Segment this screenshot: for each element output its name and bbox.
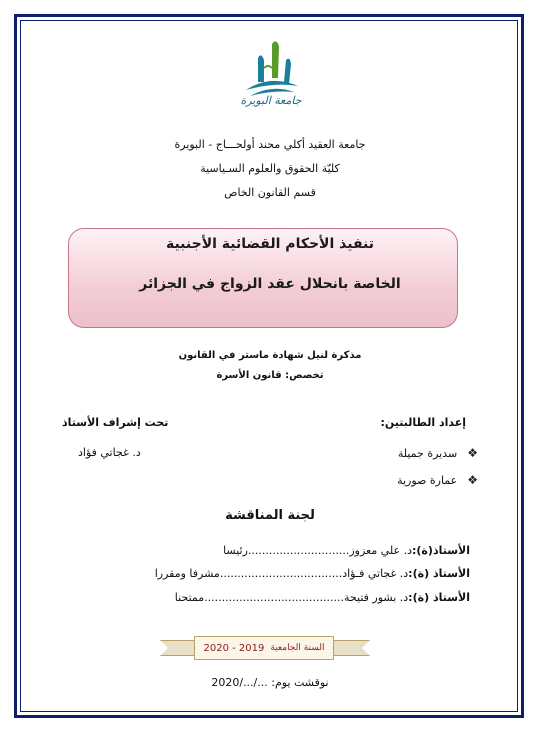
university-name: جامعة العقيد أكلي محند أولحـــاج - البويرة <box>174 138 366 151</box>
member-dots: ........................................ <box>204 591 345 604</box>
student-name: سديرة جميلة <box>397 446 458 460</box>
academic-year-value: 2020 - 2019 <box>203 642 265 654</box>
member-label: الأستاذ (ة): <box>408 591 470 604</box>
student-item <box>397 473 478 487</box>
committee-title: لجنة المناقشة <box>225 508 315 523</box>
member-name: د. غجاتي فـؤاد <box>342 567 409 580</box>
supervisor-name: د. غجاتي فؤاد <box>78 446 141 459</box>
supervisor-label: تحت إشراف الأستاذ <box>62 416 169 429</box>
member-role: رئيسا <box>223 544 248 557</box>
member-name: د. علي معزوز <box>349 544 412 557</box>
degree-line: مذكرة لنيل شهادة ماستر في القانون <box>178 350 362 361</box>
page-border-inner <box>20 20 518 712</box>
member-dots: ................................... <box>219 567 343 580</box>
bullet-icon: ❖ <box>467 446 478 460</box>
department-name: قسم القانون الخاص <box>224 186 316 199</box>
students-label: إعداد الطالبتين: <box>380 416 466 429</box>
member-dots: ............................. <box>247 544 350 557</box>
specialty-line: تخصص: قانون الأسرة <box>216 370 324 381</box>
student-name: عمارة صورية <box>397 473 458 487</box>
member-role: ممتحنا <box>174 591 205 604</box>
academic-year-banner <box>160 632 370 664</box>
member-label: الأستاذ(ة): <box>412 544 470 557</box>
member-name: د. بشور فتيحة <box>344 591 409 604</box>
committee-member <box>60 591 470 604</box>
logo-caption: جامعة البويرة <box>240 94 302 107</box>
committee-member <box>60 544 470 557</box>
committee-member <box>60 567 470 580</box>
student-item <box>398 446 478 460</box>
thesis-title-line2: الخاصة بانحلال عقد الزواج في الجزائر <box>139 276 401 292</box>
bullet-icon: ❖ <box>467 473 478 487</box>
thesis-title-line1: تنفيذ الأحكام القضائية الأجنبية <box>165 236 375 252</box>
member-label: الأستاذ (ة): <box>408 567 470 580</box>
academic-year-box <box>194 636 334 660</box>
ribbon-right <box>330 640 370 656</box>
defense-date: نوقشت يوم: .../.../2020 <box>211 676 329 689</box>
academic-year-label: السنة الجامعية <box>270 643 325 653</box>
member-role: مشرفا ومقررا <box>154 567 220 580</box>
faculty-name: كليّة الحقوق والعلوم السـياسية <box>200 162 340 175</box>
